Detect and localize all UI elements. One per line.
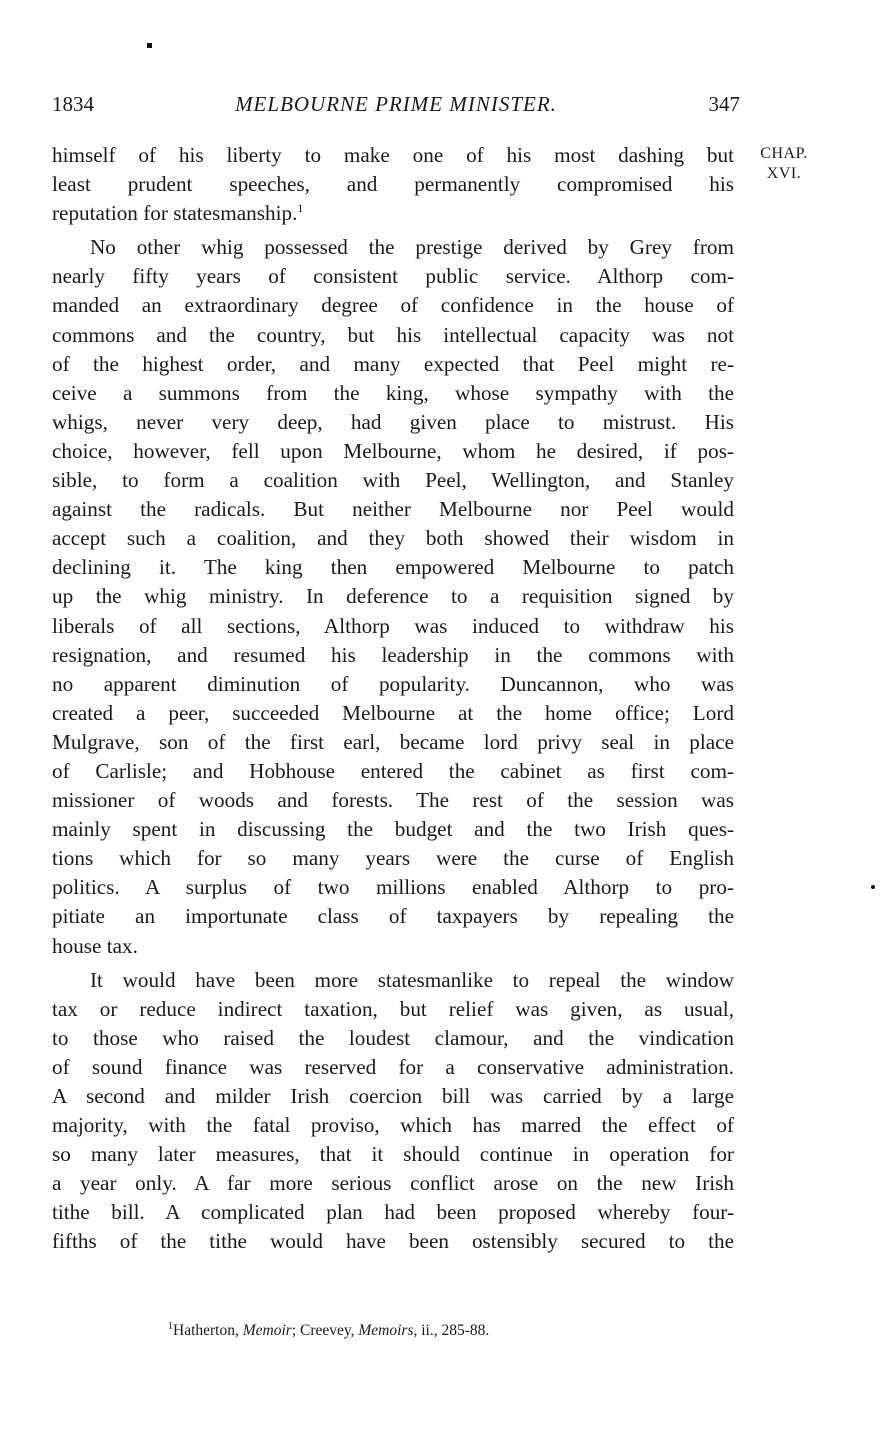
text-line: declining it. The king then empowered Melbourne to patch [52, 555, 734, 580]
text-line: himself of his liberty to make one of his most dashing but [52, 143, 734, 167]
text-line: ceive a summons from the king, whose sympathy with the [52, 380, 734, 405]
text-line: whigs, never very deep, had given place to mistrust. His [52, 409, 734, 434]
text-line: majority, with the fatal proviso, which has marred the effect of [52, 1113, 734, 1138]
text-line: least prudent speeches, and permanently compromised his [52, 172, 734, 197]
header-year: 1834 [52, 92, 94, 116]
text-line: tithe bill. A complicated plan had been proposed whereby four- [52, 1200, 734, 1225]
text-line: A second and milder Irish coercion bill was carried by a large [52, 1084, 734, 1108]
text-line: no apparent diminution of popularity. Duncannon, who was [52, 671, 734, 696]
text-line: mainly spent in discussing the budget and the two Irish ques- [52, 817, 734, 842]
text-line: fifths of the tithe would have been ostensibly secured to the [52, 1229, 734, 1254]
running-header [52, 92, 740, 120]
text-line: politics. A surplus of two millions enabled Althorp to pro- [52, 875, 734, 900]
text-line: No other whig possessed the prestige derived by Grey from [90, 235, 734, 260]
text-line: missioner of woods and forests. The rest of the session was [52, 788, 734, 813]
footnote-ref: 1 [297, 201, 304, 216]
text-line: tax or reduce indirect taxation, but relief was given, as usual, [52, 996, 734, 1021]
text-line: of sound finance was reserved for a conservative administration. [52, 1054, 734, 1079]
chapter-label: CHAP. [760, 145, 808, 162]
ink-speck [147, 43, 152, 48]
text-line: tions which for so many years were the curse of English [52, 846, 734, 871]
footnote-work-title: Memoirs [358, 1322, 414, 1339]
text-line: choice, however, fell upon Melbourne, whom he desired, if pos- [52, 438, 734, 463]
text-line [52, 199, 734, 228]
text-line: liberals of all sections, Althorp was induced to withdraw his [52, 613, 734, 638]
footnote-text: ; Creevey, [291, 1322, 359, 1339]
text-line: resignation, and resumed his leadership in the commons with [52, 642, 734, 667]
text-line: up the whig ministry. In deference to a requisition signed by [52, 584, 734, 609]
text-line-content: reputation for statesmanship. [52, 201, 298, 226]
text-line: Mulgrave, son of the first earl, became lord privy seal in place [52, 729, 734, 754]
text-line: It would have been more statesmanlike to repeal the window [90, 967, 734, 992]
page-number: 347 [708, 92, 740, 116]
body-text [52, 141, 734, 1257]
chapter-margin-note [748, 144, 820, 184]
footnote-marker: 1 [168, 1321, 173, 1332]
text-line: created a peer, succeeded Melbourne at the home office; Lord [52, 700, 734, 725]
text-line: to those who raised the loudest clamour, and the vindication [52, 1025, 734, 1050]
text-line: a year only. A far more serious conflict arose on the new Irish [52, 1171, 734, 1196]
running-title: MELBOURNE PRIME MINISTER. [235, 92, 557, 116]
ink-speck [871, 885, 875, 889]
footnote-work-title: Memoir [242, 1322, 292, 1339]
text-line: against the radicals. But neither Melbourne nor Peel would [52, 497, 734, 522]
text-line: of the highest order, and many expected that Peel might re- [52, 351, 734, 376]
footnote-text: , ii., 285-88. [413, 1322, 490, 1339]
text-line: so many later measures, that it should continue in operation for [52, 1142, 734, 1167]
text-line: nearly fifty years of consistent public service. Althorp com- [52, 264, 734, 289]
text-line: of Carlisle; and Hobhouse entered the cabinet as first com- [52, 758, 734, 783]
text-line: commons and the country, but his intellectual capacity was not [52, 322, 734, 347]
text-line: house tax. [52, 933, 138, 958]
text-line: accept such a coalition, and they both showed their wisdom in [52, 526, 734, 551]
text-line: pitiate an importunate class of taxpayers by repealing the [52, 904, 734, 929]
chapter-number: XVI. [766, 165, 802, 182]
footnote-text: Hatherton, [173, 1322, 243, 1339]
text-line: sible, to form a coalition with Peel, Wellington, and Stanley [52, 468, 734, 493]
text-line: manded an extraordinary degree of confidence in the house of [52, 293, 734, 318]
footnote [168, 1322, 489, 1340]
